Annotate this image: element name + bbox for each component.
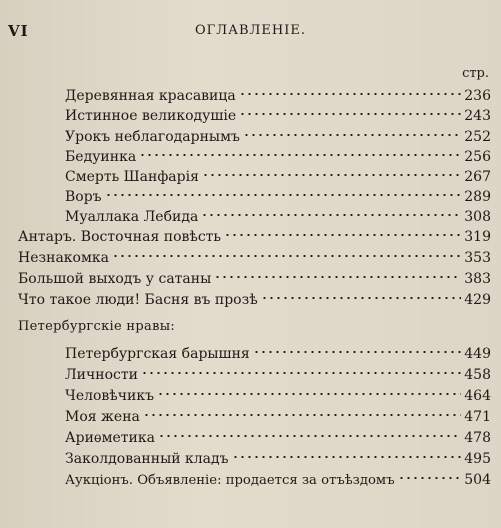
- running-title: ОГЛАВЛЕНІЕ.: [195, 23, 306, 38]
- toc-entry: [18, 221, 491, 245]
- toc-entry: [65, 401, 491, 425]
- toc-entry-title: Бедуинка: [65, 149, 137, 165]
- toc-entry-page: 458: [464, 367, 491, 383]
- toc-entry-title: Петербургская барышня: [65, 346, 250, 362]
- toc-entry: [65, 121, 491, 145]
- toc-entry: [65, 464, 491, 488]
- toc-entry-page: 449: [464, 346, 491, 362]
- toc-entry: [18, 263, 491, 287]
- toc-entry-title: Ариѳметика: [65, 430, 155, 446]
- toc-entry-page: 319: [464, 229, 491, 245]
- leader-dots: [253, 338, 462, 358]
- leader-dots: [105, 181, 462, 201]
- page-number: VI: [8, 22, 29, 40]
- toc-entry: [65, 422, 491, 446]
- leader-dots: [261, 284, 462, 304]
- toc-entry: [65, 359, 491, 383]
- toc-entry: [65, 380, 491, 404]
- toc-entry-page: 464: [464, 388, 491, 404]
- leader-dots: [243, 121, 461, 141]
- toc-entry-title: Большой выходъ у сатаны: [18, 271, 212, 287]
- toc-entry-title: Незнакомка: [18, 250, 109, 266]
- toc-entry-page: 383: [464, 271, 491, 287]
- toc-entry: [65, 80, 491, 104]
- toc-entry-page: 252: [464, 129, 491, 145]
- toc-entry: [65, 161, 491, 185]
- toc-entry-title: Аукціонъ. Объявленіе: продается за отъѣздомъ: [65, 473, 395, 488]
- toc-entry-page: 495: [464, 451, 491, 467]
- toc-entry-page: 289: [464, 189, 491, 205]
- leader-dots: [112, 242, 461, 262]
- toc-entry: [65, 338, 491, 362]
- toc-entry: [18, 284, 491, 308]
- toc-entry: [65, 201, 491, 225]
- toc-entry-title: Урокъ неблагодарнымъ: [65, 129, 240, 145]
- toc-entry-page: 429: [464, 292, 491, 308]
- toc-entry-title: Моя жена: [65, 409, 140, 425]
- toc-entry-title: Личности: [65, 367, 138, 383]
- toc-entry-title: Муаллака Лебида: [65, 209, 199, 225]
- toc-entry-title: Что такое люди! Басня въ прозѣ: [18, 292, 258, 308]
- toc-entry: [65, 181, 491, 205]
- toc-entry-page: 243: [464, 108, 491, 124]
- leader-dots: [201, 201, 461, 221]
- toc-entry-title: Смерть Шанфарія: [65, 169, 199, 185]
- leader-dots: [139, 141, 461, 161]
- leader-dots: [141, 359, 461, 379]
- leader-dots: [239, 80, 462, 100]
- toc-entry: [65, 100, 491, 124]
- leader-dots: [232, 443, 462, 463]
- toc-entry-page: 308: [464, 209, 491, 225]
- toc-entry-title: Человѣчикъ: [65, 388, 154, 404]
- section-heading: Петербургскіе нравы:: [18, 319, 176, 334]
- leader-dots: [214, 263, 461, 283]
- leader-dots: [398, 464, 462, 484]
- toc-entry: [18, 242, 491, 266]
- toc-entry-title: Истинное великодушіе: [65, 108, 237, 124]
- page-header: [0, 22, 501, 42]
- leader-dots: [202, 161, 461, 181]
- leader-dots: [143, 401, 461, 421]
- toc-entry-title: Деревянная красавица: [65, 88, 236, 104]
- toc-entry-page: 478: [464, 430, 491, 446]
- toc-entry-page: 267: [464, 169, 491, 185]
- leader-dots: [158, 422, 461, 442]
- leader-dots: [224, 221, 461, 241]
- leader-dots: [157, 380, 461, 400]
- toc-entry-page: 256: [464, 149, 491, 165]
- toc-entry-page: 236: [464, 88, 491, 104]
- toc-entry-title: Антаръ. Восточная повѣсть: [18, 229, 222, 245]
- toc-entry-page: 471: [464, 409, 491, 425]
- toc-entry-page: 353: [464, 250, 491, 266]
- toc-entry-title: Воръ: [65, 189, 102, 205]
- page-column-label: стр.: [462, 66, 489, 81]
- leader-dots: [239, 100, 461, 120]
- toc-entry: [65, 141, 491, 165]
- toc-entry-page: 504: [464, 472, 491, 488]
- toc-entry: [65, 443, 491, 467]
- toc-entry-title: Заколдованный кладъ: [65, 451, 229, 467]
